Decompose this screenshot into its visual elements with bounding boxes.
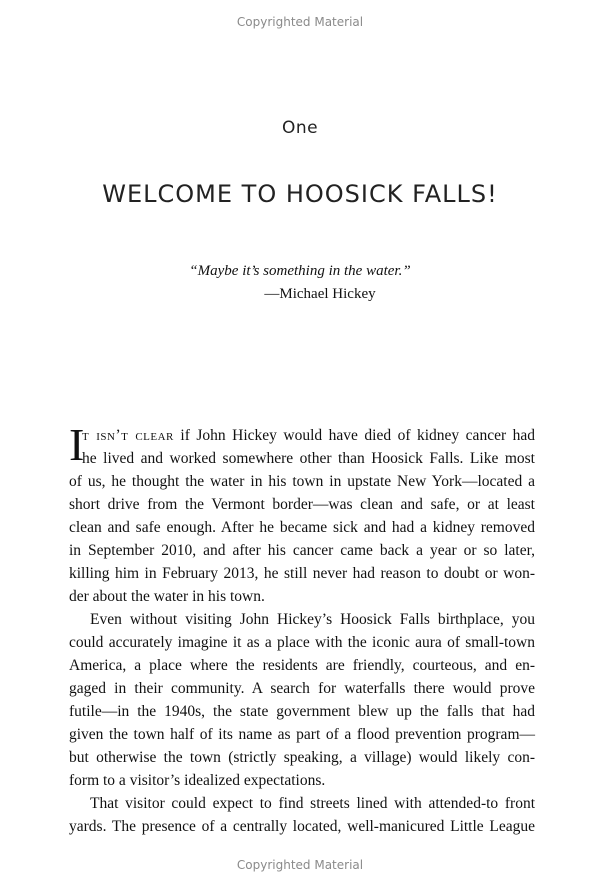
copyright-watermark-bottom: Copyrighted Material bbox=[236, 858, 364, 872]
body-line: futile—in the 1940s, the state government blew up the falls that had bbox=[69, 703, 535, 720]
chapter-number: One bbox=[281, 118, 319, 138]
epigraph-quote: “Maybe it’s something in the water.” bbox=[189, 263, 411, 279]
body-text bbox=[69, 419, 535, 838]
body-line: but otherwise the town (strictly speaking, a village) would likely con- bbox=[69, 749, 535, 766]
body-line: killing him in February 2013, he still never had reason to doubt or won- bbox=[69, 565, 535, 582]
epigraph-attribution: —Michael Hickey bbox=[264, 286, 376, 302]
body-line: clean and safe enough. After he became sick and had a kidney removed bbox=[69, 519, 535, 536]
body-line: could accurately imagine it as a place with the iconic aura of small-town bbox=[69, 634, 535, 651]
drop-cap: I bbox=[69, 419, 85, 470]
body-line: gaged in their community. A search for waterfalls there would prove bbox=[69, 680, 535, 697]
body-line: in September 2010, and after his cancer came back a year or so later, bbox=[69, 542, 535, 559]
lead-in-smallcaps: t isn’t clear bbox=[82, 427, 174, 444]
body-line: America, a place where the residents are friendly, courteous, and en- bbox=[69, 657, 535, 674]
body-line: form to a visitor’s idealized expectations. bbox=[69, 772, 326, 789]
body-line: der about the water in his town. bbox=[69, 588, 265, 605]
body-line: of us, he thought the water in his town in upstate New York—located a bbox=[69, 473, 535, 490]
body-line: yards. The presence of a centrally located, well-manicured Little League bbox=[69, 818, 535, 835]
body-line: Even without visiting John Hickey’s Hoosick Falls birthplace, you bbox=[90, 611, 535, 628]
body-line: That visitor could expect to find streets lined with attended-to front bbox=[90, 795, 535, 812]
body-line: short drive from the Vermont border—was clean and safe, or at least bbox=[69, 496, 535, 513]
body-line: he lived and worked somewhere other than Hoosick Falls. Like most bbox=[82, 450, 535, 467]
chapter-title: WELCOME TO HOOSICK FALLS! bbox=[102, 180, 498, 208]
body-line-text: if John Hickey would have died of kidney cancer had bbox=[180, 427, 535, 444]
epigraph bbox=[0, 260, 600, 306]
body-line: given the town half of its name as part of a flood prevention program— bbox=[69, 726, 535, 743]
copyright-watermark-top: Copyrighted Material bbox=[236, 15, 364, 29]
